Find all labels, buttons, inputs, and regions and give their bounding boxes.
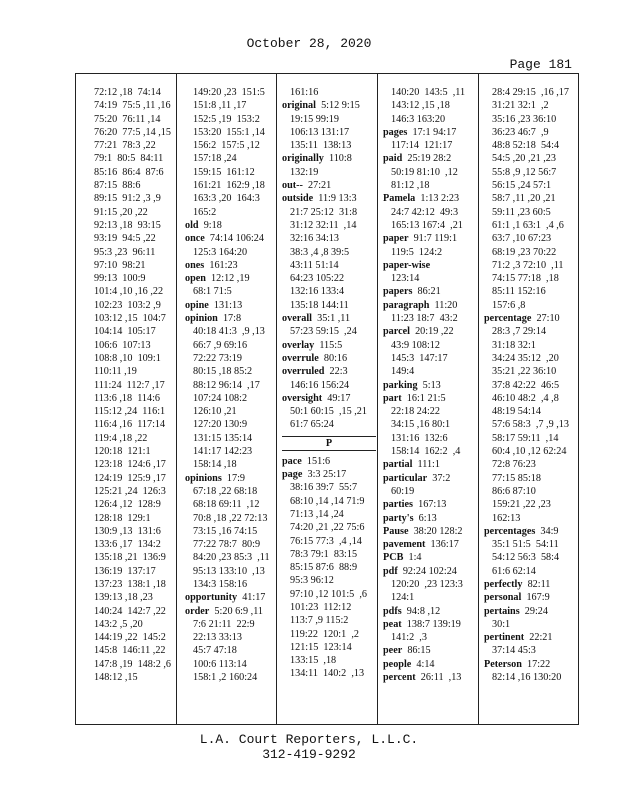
index-line: 92:13 ,18 93:15 bbox=[94, 219, 161, 231]
index-line: 70:8 ,18 ,22 72:13 bbox=[193, 512, 268, 524]
index-line: 81:12 ,18 bbox=[391, 180, 430, 192]
index-line: out-- 27:21 bbox=[282, 180, 332, 192]
index-term: pace bbox=[282, 455, 302, 467]
index-term: paragraph bbox=[383, 299, 430, 311]
index-line: 85:16 86:4 87:6 bbox=[94, 166, 164, 178]
index-line: overall 35:1 ,11 bbox=[282, 313, 351, 325]
index-line: 146:16 156:24 bbox=[290, 379, 350, 391]
index-line: 34:24 35:12 ,20 bbox=[492, 352, 559, 364]
index-line: 71:2 ,3 72:10 ,11 bbox=[492, 259, 564, 271]
index-line: original 5:12 9:15 bbox=[282, 100, 360, 112]
index-term: open bbox=[185, 273, 206, 285]
index-line: 86:6 87:10 bbox=[492, 485, 536, 497]
index-term: Peterson bbox=[484, 658, 522, 670]
index-line: 77:15 85:18 bbox=[492, 472, 541, 484]
index-line: percent 26:11 ,13 bbox=[383, 672, 462, 684]
index-line: 68:10 ,14 ,14 71:9 bbox=[290, 495, 365, 507]
index-line: PCB 1:4 bbox=[383, 552, 422, 564]
index-line: 93:19 94:5 ,22 bbox=[94, 233, 156, 245]
index-line: 43:9 108:12 bbox=[391, 339, 440, 351]
footer bbox=[0, 732, 618, 762]
index-line: 141:2 ,3 bbox=[391, 632, 427, 644]
index-line: 77:22 78:7 80:9 bbox=[193, 539, 261, 551]
index-line: 57:6 58:3 ,7 ,9 ,13 bbox=[492, 419, 569, 431]
index-line: 43:11 51:14 bbox=[290, 259, 339, 271]
index-line: 77:21 78:3 ,22 bbox=[94, 140, 156, 152]
index-line: once 74:14 106:24 bbox=[185, 233, 264, 245]
index-line: 72:12 ,18 74:14 bbox=[94, 87, 161, 98]
index-line: 36:23 46:7 ,9 bbox=[492, 126, 549, 138]
index-line: 145:3 147:17 bbox=[391, 352, 448, 364]
index-line: opinions 17:9 bbox=[185, 472, 246, 484]
index-line: 101:23 112:12 bbox=[290, 601, 352, 613]
index-term: Pause bbox=[383, 525, 409, 537]
index-term: percent bbox=[383, 672, 416, 684]
index-line: 37:8 42:22 46:5 bbox=[492, 379, 560, 391]
index-term: pavement bbox=[383, 539, 426, 551]
index-term: particular bbox=[383, 472, 428, 484]
index-line: 135:18 ,21 136:9 bbox=[94, 552, 166, 564]
index-line: 123:14 bbox=[391, 273, 420, 285]
index-line: 38:16 39:7 55:7 bbox=[290, 482, 358, 494]
index-line: 165:13 167:4 ,21 bbox=[391, 219, 463, 231]
index-term: perfectly bbox=[484, 578, 523, 590]
index-line: 60:19 bbox=[391, 485, 415, 497]
index-line: 67:18 ,22 68:18 bbox=[193, 485, 258, 497]
index-line: 95:3 ,23 96:11 bbox=[94, 246, 156, 258]
index-term: overrule bbox=[282, 352, 319, 364]
index-line: 31:21 32:1 ,2 bbox=[492, 100, 549, 112]
index-term: pertains bbox=[484, 605, 520, 617]
index-line: 35:1 51:5 54:11 bbox=[492, 539, 559, 551]
index-term: party's bbox=[383, 512, 414, 524]
index-term: parking bbox=[383, 379, 418, 391]
index-term: overall bbox=[282, 313, 312, 325]
index-line: part 16:1 21:5 bbox=[383, 392, 446, 404]
index-line: peer 86:15 bbox=[383, 645, 431, 657]
index-line: 35:21 ,22 36:10 bbox=[492, 366, 557, 378]
index-line: 85:15 87:6 88:9 bbox=[290, 562, 358, 574]
index-term: percentages bbox=[484, 525, 536, 537]
index-line: oversight 49:17 bbox=[282, 392, 351, 404]
index-line: 28:4 29:15 ,16 ,17 bbox=[492, 87, 569, 98]
index-line bbox=[383, 259, 477, 272]
index-line: 68:18 69:11 ,12 bbox=[193, 499, 260, 511]
index-line: parking 5:13 bbox=[383, 379, 441, 391]
index-line: 66:7 ,9 69:16 bbox=[193, 339, 248, 351]
index-line: 134:11 140:2 ,13 bbox=[290, 668, 365, 680]
index-line: outside 11:9 13:3 bbox=[282, 193, 357, 205]
index-line: 19:15 99:19 bbox=[290, 113, 339, 125]
index-column-3 bbox=[282, 86, 376, 720]
index-line: 153:20 155:1 ,14 bbox=[193, 126, 265, 138]
index-column-4 bbox=[383, 86, 477, 720]
index-line: originally 110:8 bbox=[282, 153, 352, 165]
index-line: 54:5 ,20 ,21 ,23 bbox=[492, 153, 556, 165]
index-line: 104:14 105:17 bbox=[94, 326, 156, 338]
index-term: paid bbox=[383, 153, 403, 165]
index-line: 127:20 130:9 bbox=[193, 419, 248, 431]
index-line: 108:8 ,10 109:1 bbox=[94, 352, 161, 364]
index-term: original bbox=[282, 100, 316, 112]
index-line: 144:19 ,22 145:2 bbox=[94, 632, 166, 644]
index-term: overlay bbox=[282, 339, 315, 351]
index-line: ones 161:23 bbox=[185, 259, 238, 271]
index-term: parcel bbox=[383, 326, 410, 338]
index-line: 55:8 ,9 ,12 56:7 bbox=[492, 166, 557, 178]
index-line: pdfs 94:8 ,12 bbox=[383, 605, 441, 617]
index-line: 161:21 162:9 ,18 bbox=[193, 180, 265, 192]
index-line: partial 111:1 bbox=[383, 459, 440, 471]
index-line: 85:11 152:16 bbox=[492, 286, 546, 298]
index-line: 131:16 132:6 bbox=[391, 432, 448, 444]
index-term: pdf bbox=[383, 565, 398, 577]
index-line: 132:19 bbox=[290, 166, 319, 178]
index-line: personal 167:9 bbox=[484, 592, 550, 604]
index-term: opportunity bbox=[185, 592, 238, 604]
index-term: pertinent bbox=[484, 632, 525, 644]
index-term: out-- bbox=[282, 180, 303, 192]
index-line: 119:4 ,18 ,22 bbox=[94, 432, 148, 444]
index-line: 140:24 142:7 ,22 bbox=[94, 605, 166, 617]
index-line: 121:15 123:14 bbox=[290, 641, 352, 653]
index-line: 38:3 ,4 ,8 39:5 bbox=[290, 246, 350, 258]
index-line: 148:12 ,15 bbox=[94, 672, 138, 684]
index-term: pages bbox=[383, 126, 408, 138]
index-line: 110:11 ,19 bbox=[94, 366, 137, 378]
index-line: 95:13 133:10 ,13 bbox=[193, 565, 265, 577]
index-term: pdfs bbox=[383, 605, 402, 617]
index-line: 158:14 ,18 bbox=[193, 459, 237, 471]
letter-heading: P bbox=[282, 436, 376, 451]
index-line: 56:15 ,24 57:1 bbox=[492, 180, 552, 192]
index-line: 78:3 79:1 83:15 bbox=[290, 548, 358, 560]
index-line: Peterson 17:22 bbox=[484, 658, 551, 670]
index-line: 59:11 ,23 60:5 bbox=[492, 206, 551, 218]
index-line: 149:4 bbox=[391, 366, 415, 378]
index-line: 143:12 ,15 ,18 bbox=[391, 100, 450, 112]
index-term: ones bbox=[185, 259, 205, 271]
index-term: opinions bbox=[185, 472, 222, 484]
index-line: 75:20 76:11 ,14 bbox=[94, 113, 161, 125]
index-line: 140:20 143:5 ,11 bbox=[391, 87, 466, 98]
index-line: 72:22 73:19 bbox=[193, 352, 242, 364]
index-line: 45:7 47:18 bbox=[193, 645, 237, 657]
index-line: 123:18 124:6 ,17 bbox=[94, 459, 166, 471]
index-term: opine bbox=[185, 299, 209, 311]
index-term: partial bbox=[383, 459, 413, 471]
index-line: 119:5 124:2 bbox=[391, 246, 443, 258]
index-line: 57:23 59:15 ,24 bbox=[290, 326, 357, 338]
index-line: 158:1 ,2 160:24 bbox=[193, 672, 258, 684]
index-term: people bbox=[383, 658, 412, 670]
index-line: 48:19 54:14 bbox=[492, 406, 541, 418]
index-line: 34:15 ,16 80:1 bbox=[391, 419, 451, 431]
index-line: 161:16 bbox=[290, 87, 319, 98]
index-line: particular 37:2 bbox=[383, 472, 451, 484]
column-divider bbox=[478, 74, 479, 724]
page-number: Page 181 bbox=[509, 57, 572, 72]
index-line: Pamela 1:13 2:23 bbox=[383, 193, 460, 205]
index-line: 30:1 bbox=[492, 618, 511, 630]
index-line: 88:12 96:14 ,17 bbox=[193, 379, 260, 391]
index-line: 74:20 ,21 ,22 75:6 bbox=[290, 522, 365, 534]
index-line: opinion 17:8 bbox=[185, 313, 242, 325]
index-line: 152:5 ,19 153:2 bbox=[193, 113, 260, 125]
index-line: 91:15 ,20 ,22 bbox=[94, 206, 148, 218]
index-line: 165:2 bbox=[193, 206, 217, 218]
index-term: parties bbox=[383, 499, 413, 511]
index-line: 135:11 138:13 bbox=[290, 140, 352, 152]
index-column-1 bbox=[86, 86, 176, 720]
index-line: 82:14 ,16 130:20 bbox=[492, 672, 562, 684]
index-line: overlay 115:5 bbox=[282, 339, 343, 351]
index-term: Pamela bbox=[383, 193, 416, 205]
index-term: peer bbox=[383, 645, 403, 657]
index-line: 31:12 32:11 ,14 bbox=[290, 219, 357, 231]
index-line: 141:17 142:23 bbox=[193, 446, 253, 458]
index-line: 60:4 ,10 ,12 62:24 bbox=[492, 446, 567, 458]
index-line: 139:13 ,18 ,23 bbox=[94, 592, 153, 604]
index-line: 113:6 ,18 114:6 bbox=[94, 392, 161, 404]
index-line: 124:1 bbox=[391, 592, 415, 604]
index-line: people 4:14 bbox=[383, 658, 435, 670]
index-line: 107:24 108:2 bbox=[193, 392, 248, 404]
index-line: 64:23 105:22 bbox=[290, 273, 345, 285]
index-term: paper-wise bbox=[383, 259, 431, 271]
index-line: 61:6 62:14 bbox=[492, 565, 536, 577]
index-line: old 9:18 bbox=[185, 219, 222, 231]
index-line: 97:10 ,12 101:5 ,6 bbox=[290, 588, 367, 600]
index-line: 72:8 76:23 bbox=[492, 459, 536, 471]
index-line: 76:20 77:5 ,14 ,15 bbox=[94, 126, 171, 138]
index-line: 135:18 144:11 bbox=[290, 299, 349, 311]
index-line: 133:6 ,17 134:2 bbox=[94, 539, 161, 551]
index-line: 106:13 131:17 bbox=[290, 126, 350, 138]
index-line: 54:12 56:3 58:4 bbox=[492, 552, 560, 564]
index-term: papers bbox=[383, 286, 413, 298]
index-line: 100:6 113:14 bbox=[193, 658, 247, 670]
index-line: 132:16 133:4 bbox=[290, 286, 345, 298]
index-line: 32:16 34:13 bbox=[290, 233, 339, 245]
index-line: 48:8 52:18 54:4 bbox=[492, 140, 560, 152]
index-line: peat 138:7 139:19 bbox=[383, 618, 461, 630]
index-line: parties 167:13 bbox=[383, 499, 447, 511]
index-line: 99:13 100:9 bbox=[94, 273, 146, 285]
index-line: 124:19 125:9 ,17 bbox=[94, 472, 166, 484]
index-line: 50:19 81:10 ,12 bbox=[391, 166, 458, 178]
index-line: 61:1 ,1 63:1 ,4 ,6 bbox=[492, 219, 564, 231]
index-line: 63:7 ,10 67:23 bbox=[492, 233, 552, 245]
index-line: pertains 29:24 bbox=[484, 605, 548, 617]
index-line: 151:8 ,11 ,17 bbox=[193, 100, 247, 112]
index-line: 131:15 135:14 bbox=[193, 432, 253, 444]
index-line: 58:7 ,11 ,20 ,21 bbox=[492, 193, 556, 205]
index-line: 61:7 65:24 bbox=[290, 419, 334, 431]
index-line: 113:7 ,9 115:2 bbox=[290, 615, 349, 627]
index-line: opportunity 41:17 bbox=[185, 592, 266, 604]
index-line: 120:20 ,23 123:3 bbox=[391, 578, 463, 590]
index-line: 37:14 45:3 bbox=[492, 645, 536, 657]
index-line: 145:8 146:11 ,22 bbox=[94, 645, 166, 657]
column-divider bbox=[276, 74, 277, 724]
index-line: 115:12 ,24 116:1 bbox=[94, 406, 166, 418]
index-term: PCB bbox=[383, 552, 404, 564]
index-line: 157:6 ,8 bbox=[492, 299, 526, 311]
index-line: 101:4 ,10 ,16 ,22 bbox=[94, 286, 164, 298]
index-line: pdf 92:24 102:24 bbox=[383, 565, 457, 577]
index-line: 128:18 129:1 bbox=[94, 512, 151, 524]
footer-phone: 312-419-9292 bbox=[262, 747, 356, 762]
index-line: 68:1 71:5 bbox=[193, 286, 232, 298]
index-line: 149:20 ,23 151:5 bbox=[193, 87, 265, 98]
index-line: pace 151:6 bbox=[282, 455, 331, 467]
index-line: papers 86:21 bbox=[383, 286, 441, 298]
index-line: 22:18 24:22 bbox=[391, 406, 440, 418]
index-line: open 12:12 ,19 bbox=[185, 273, 250, 285]
index-term: old bbox=[185, 219, 199, 231]
index-line: 136:19 137:17 bbox=[94, 565, 156, 577]
index-column-2 bbox=[185, 86, 276, 720]
index-line: pertinent 22:21 bbox=[484, 632, 553, 644]
index-line: overruled 22:3 bbox=[282, 366, 348, 378]
index-term: part bbox=[383, 392, 402, 404]
index-line: pages 17:1 94:17 bbox=[383, 126, 457, 138]
index-line: opine 131:13 bbox=[185, 299, 243, 311]
index-line: 117:14 121:17 bbox=[391, 140, 453, 152]
index-line: 84:20 ,23 85:3 ,11 bbox=[193, 552, 270, 564]
index-term: paper bbox=[383, 233, 409, 245]
index-line: percentages 34:9 bbox=[484, 525, 559, 537]
index-frame bbox=[75, 73, 579, 725]
index-line: 126:4 ,12 128:9 bbox=[94, 499, 161, 511]
index-line: 74:15 77:18 ,18 bbox=[492, 273, 559, 285]
index-line: 146:3 163:20 bbox=[391, 113, 446, 125]
index-line: 102:23 103:2 ,9 bbox=[94, 299, 161, 311]
index-line: paper 91:7 119:1 bbox=[383, 233, 458, 245]
index-line: 126:10 ,21 bbox=[193, 406, 237, 418]
index-line: 97:10 98:21 bbox=[94, 259, 146, 271]
index-line: 24:7 42:12 49:3 bbox=[391, 206, 459, 218]
index-line: 11:23 18:7 43:2 bbox=[391, 313, 458, 325]
index-line: 137:23 138:1 ,18 bbox=[94, 578, 166, 590]
index-line: 134:3 158:16 bbox=[193, 578, 248, 590]
index-line: order 5:20 6:9 ,11 bbox=[185, 605, 264, 617]
index-line: 71:13 ,14 ,24 bbox=[290, 508, 344, 520]
index-line: 163:3 ,20 164:3 bbox=[193, 193, 260, 205]
index-term: overruled bbox=[282, 366, 325, 378]
index-term: originally bbox=[282, 153, 324, 165]
index-line: 106:6 107:13 bbox=[94, 339, 151, 351]
index-line: 40:18 41:3 ,9 ,13 bbox=[193, 326, 265, 338]
index-line: 162:13 bbox=[492, 512, 521, 524]
index-term: order bbox=[185, 605, 210, 617]
index-line: paragraph 11:20 bbox=[383, 299, 458, 311]
index-line: 79:1 80:5 84:11 bbox=[94, 153, 164, 165]
index-term: page bbox=[282, 469, 303, 481]
index-line: 21:7 25:12 31:8 bbox=[290, 206, 358, 218]
index-line: parcel 20:19 ,22 bbox=[383, 326, 454, 338]
index-term: opinion bbox=[185, 313, 218, 325]
index-line: 143:2 ,5 ,20 bbox=[94, 618, 143, 630]
index-column-5 bbox=[484, 86, 579, 720]
index-line: page 3:3 25:17 bbox=[282, 469, 347, 481]
index-line: 158:14 162:2 ,4 bbox=[391, 446, 461, 458]
index-line: 35:16 ,23 36:10 bbox=[492, 113, 557, 125]
index-line: 157:18 ,24 bbox=[193, 153, 237, 165]
index-line: 159:15 161:12 bbox=[193, 166, 255, 178]
index-line: paid 25:19 28:2 bbox=[383, 153, 452, 165]
footer-company: L.A. Court Reporters, L.L.C. bbox=[199, 732, 419, 747]
header-date: October 28, 2020 bbox=[246, 36, 372, 51]
index-line: 120:18 121:1 bbox=[94, 446, 151, 458]
index-line: 125:3 164:20 bbox=[193, 246, 248, 258]
index-line: 159:21 ,22 ,23 bbox=[492, 499, 551, 511]
index-line: 22:13 33:13 bbox=[193, 632, 242, 644]
index-line: 111:24 112:7 ,17 bbox=[94, 379, 165, 391]
index-line: 28:3 ,7 29:14 bbox=[492, 326, 547, 338]
index-term: oversight bbox=[282, 392, 323, 404]
index-line: percentage 27:10 bbox=[484, 313, 560, 325]
index-line: 74:19 75:5 ,11 ,16 bbox=[94, 100, 171, 112]
index-line: overrule 80:16 bbox=[282, 352, 348, 364]
index-line: 119:22 120:1 ,2 bbox=[290, 628, 359, 640]
index-line: 89:15 91:2 ,3 ,9 bbox=[94, 193, 161, 205]
index-term: once bbox=[185, 233, 205, 245]
index-line: 46:10 48:2 ,4 ,8 bbox=[492, 392, 559, 404]
index-line: 95:3 96:12 bbox=[290, 575, 334, 587]
index-line: pavement 136:17 bbox=[383, 539, 459, 551]
index-line: Pause 38:20 128:2 bbox=[383, 525, 463, 537]
index-term: percentage bbox=[484, 313, 532, 325]
index-line: 50:1 60:15 ,15 ,21 bbox=[290, 406, 367, 418]
index-line: 103:12 ,15 104:7 bbox=[94, 313, 166, 325]
index-line: 116:4 ,16 117:14 bbox=[94, 419, 166, 431]
index-line: 156:2 157:5 ,12 bbox=[193, 140, 260, 152]
index-line: 73:15 ,16 74:15 bbox=[193, 525, 258, 537]
index-line: 133:15 ,18 bbox=[290, 655, 337, 667]
index-term: outside bbox=[282, 193, 314, 205]
index-line: 31:18 32:1 bbox=[492, 339, 536, 351]
column-divider bbox=[176, 74, 177, 724]
column-divider bbox=[377, 74, 378, 724]
index-line: 130:9 ,13 131:6 bbox=[94, 525, 161, 537]
index-term: peat bbox=[383, 618, 402, 630]
index-line: 125:21 ,24 126:3 bbox=[94, 485, 166, 497]
index-line: 147:8 ,19 148:2 ,6 bbox=[94, 658, 171, 670]
index-line: perfectly 82:11 bbox=[484, 578, 551, 590]
index-term: personal bbox=[484, 592, 522, 604]
index-line: 7:6 21:11 22:9 bbox=[193, 618, 255, 630]
index-line: 76:15 77:3 ,4 ,14 bbox=[290, 535, 362, 547]
index-line: 87:15 88:6 bbox=[94, 180, 141, 192]
index-line: 68:19 ,23 70:22 bbox=[492, 246, 557, 258]
index-line: 80:15 ,18 85:2 bbox=[193, 366, 253, 378]
index-line: 58:17 59:11 ,14 bbox=[492, 432, 559, 444]
index-line: party's 6:13 bbox=[383, 512, 437, 524]
